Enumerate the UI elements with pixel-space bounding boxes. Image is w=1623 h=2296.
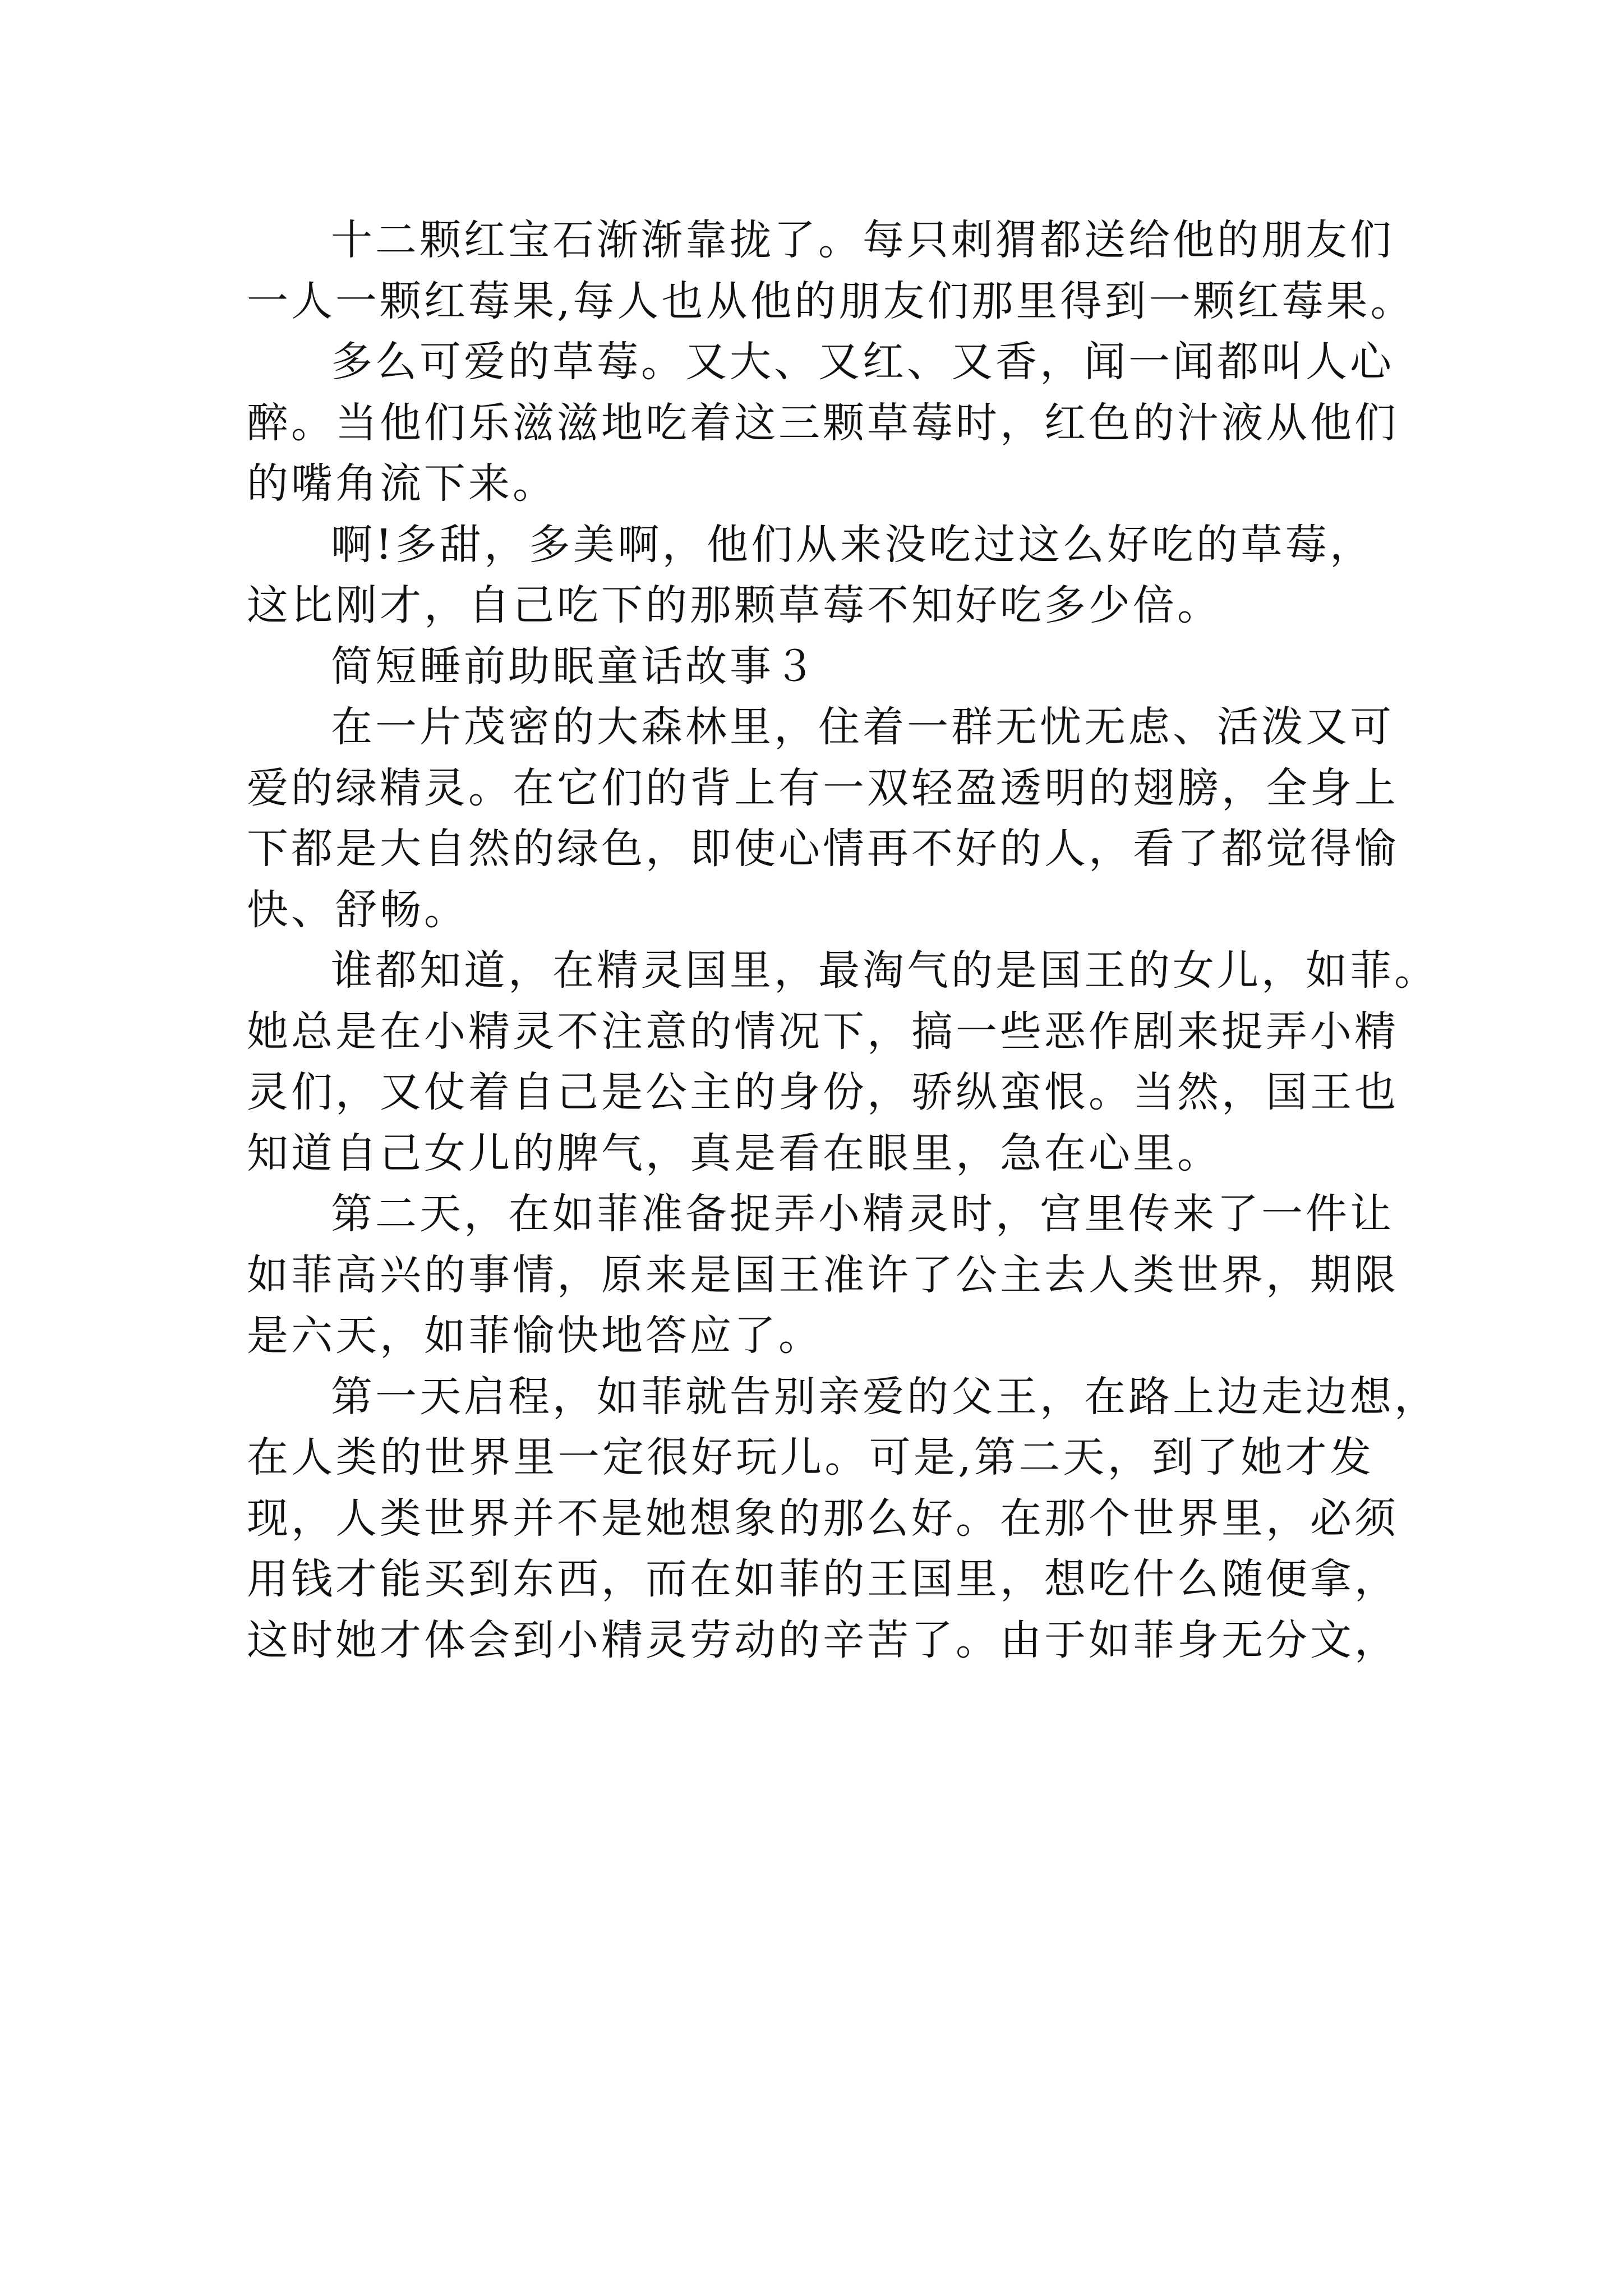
paragraph (247, 1366, 1438, 1671)
text-line: 十二颗红宝石渐渐靠拢了。每只刺猬都送给他的朋友们 (331, 216, 1394, 264)
text-line: 谁都知道，在精灵国里，最淘气的是国王的女儿，如菲。 (331, 946, 1438, 995)
text-line: 这时她才体会到小精灵劳动的辛苦了。由于如菲身无分文， (247, 1616, 1399, 1664)
text-line: 在人类的世界里一定很好玩儿。可是,第二天，到了她才发 (247, 1433, 1374, 1481)
paragraph (247, 332, 1399, 514)
text-line: 现，人类世界并不是她想象的那么好。在那个世界里，必须 (247, 1494, 1399, 1543)
paragraph (247, 940, 1438, 1184)
text-line: 一人一颗红莓果,每人也从他的朋友们那里得到一颗红莓果。 (247, 277, 1415, 325)
text-line: 她总是在小精灵不注意的情况下，搞一些恶作剧来捉弄小精 (247, 1007, 1399, 1056)
section-heading (247, 636, 1374, 697)
text-line: 在一片茂密的大森林里，住着一群无忧无虑、活泼又可 (331, 703, 1394, 751)
body-text (247, 210, 1438, 1671)
text-line: 如菲高兴的事情，原来是国王准许了公主去人类世界，期限 (247, 1250, 1399, 1299)
text-line: 醉。当他们乐滋滋地吃着这三颗草莓时，红色的汁液从他们 (247, 398, 1399, 447)
text-line: 知道自己女儿的脾气，真是看在眼里，急在心里。 (247, 1129, 1221, 1177)
text-line: 的嘴角流下来。 (247, 459, 557, 508)
text-line: 灵们，又仗着自己是公主的身份，骄纵蛮恨。当然，国王也 (247, 1068, 1399, 1116)
paragraph (247, 1184, 1399, 1366)
text-line: 爱的绿精灵。在它们的背上有一双轻盈透明的翅膀，全身上 (247, 763, 1399, 812)
text-line: 是六天，如菲愉快地答应了。 (247, 1312, 823, 1360)
text-line: 用钱才能买到东西，而在如菲的王国里，想吃什么随便拿， (247, 1555, 1399, 1603)
text-line: 简短睡前助眠童话故事３ (331, 642, 818, 691)
text-line: 啊!多甜，多美啊，他们从来没吃过这么好吃的草莓， (331, 520, 1374, 569)
text-line: 第二天，在如菲准备捉弄小精灵时，宫里传来了一件让 (331, 1190, 1394, 1238)
paragraph (247, 210, 1415, 332)
text-line: 下都是大自然的绿色，即使心情再不好的人，看了都觉得愉 (247, 825, 1399, 873)
paragraph (247, 514, 1374, 636)
paragraph (247, 697, 1399, 940)
text-line: 多么可爱的草莓。又大、又红、又香，闻一闻都叫人心 (331, 338, 1394, 386)
text-line: 第一天启程，如菲就告别亲爱的父王，在路上边走边想， (331, 1372, 1438, 1421)
text-line: 快、舒畅。 (247, 885, 468, 934)
text-line: 这比刚才，自己吃下的那颗草莓不知好吃多少倍。 (247, 581, 1221, 629)
